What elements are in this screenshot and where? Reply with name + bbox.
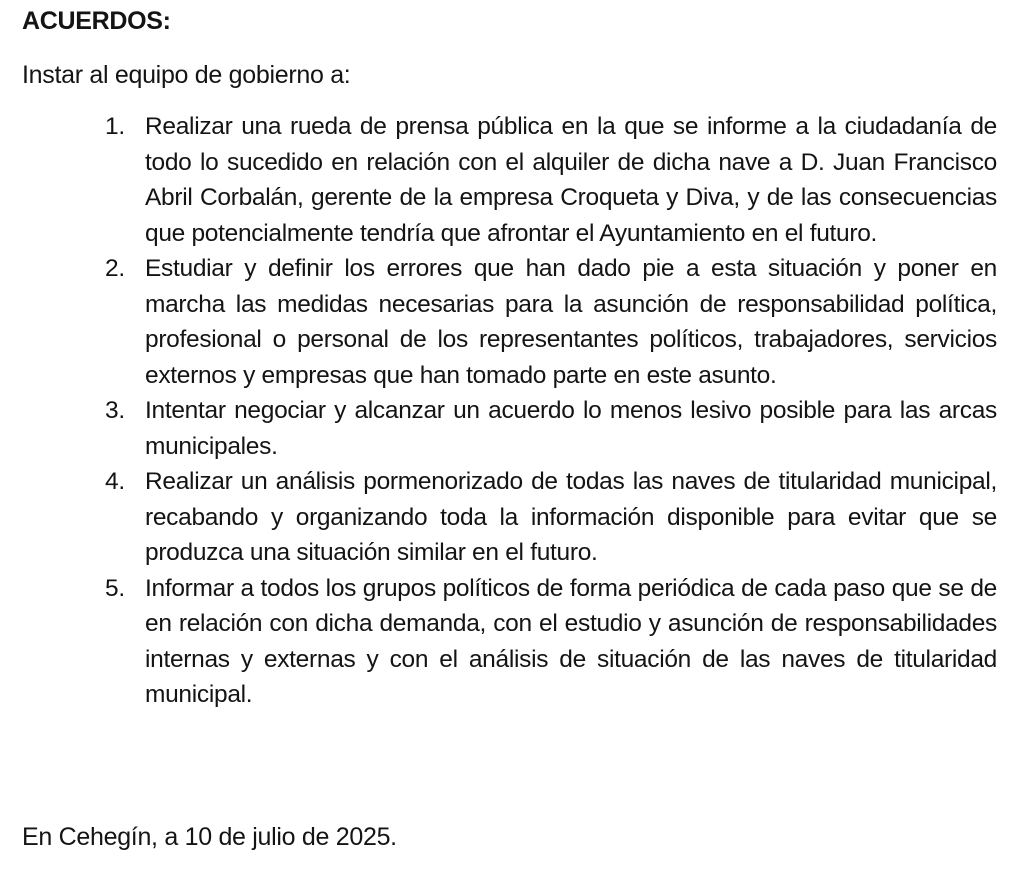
agreements-list xyxy=(22,109,997,713)
list-item-number: 4. xyxy=(105,468,125,495)
list-item-text: Estudiar y definir los errores que han dado pie a esta situación y poner en marcha las medidas necesarias para la asunción de responsabilidad política, profesional o personal de los representantes políticos, trabajadores, servicios externos y empresas que han tomado parte en este asunto. xyxy=(145,255,997,389)
list-item-text: Informar a todos los grupos políticos de forma periódica de cada paso que se de en relación con dicha demanda, con el estudio y asunción de responsabilidades internas y externas y con el análisis de situación de las naves de titularidad municipal. xyxy=(145,574,997,708)
list-item xyxy=(22,109,997,251)
list-item xyxy=(22,464,997,571)
list-item xyxy=(22,251,997,393)
list-item-number: 3. xyxy=(105,397,125,424)
list-item xyxy=(22,571,997,713)
section-heading: ACUERDOS: xyxy=(22,7,171,35)
list-item-number: 2. xyxy=(105,255,125,282)
list-item-number: 5. xyxy=(105,574,125,602)
list-item-text: Intentar negociar y alcanzar un acuerdo lo menos lesivo posible para las arcas municipales. xyxy=(145,397,997,460)
list-item-text: Realizar un análisis pormenorizado de todas las naves de titularidad municipal, recabando y organizando toda la información disponible para evitar que se produzca una situación similar en el futuro. xyxy=(145,468,997,566)
list-item xyxy=(22,393,997,464)
intro-paragraph: Instar al equipo de gobierno a: xyxy=(22,61,351,89)
list-item-text: Realizar una rueda de prensa pública en la que se informe a la ciudadanía de todo lo sucedido en relación con el alquiler de dicha nave a D. Juan Francisco Abril Corbalán, gerente de la empresa Croqueta y Diva, y de las consecuencias que potencialmente tendría que afrontar el Ayuntamiento en el futuro. xyxy=(145,113,997,247)
list-item-number: 1. xyxy=(105,113,125,140)
closing-line: En Cehegín, a 10 de julio de 2025. xyxy=(22,823,397,851)
